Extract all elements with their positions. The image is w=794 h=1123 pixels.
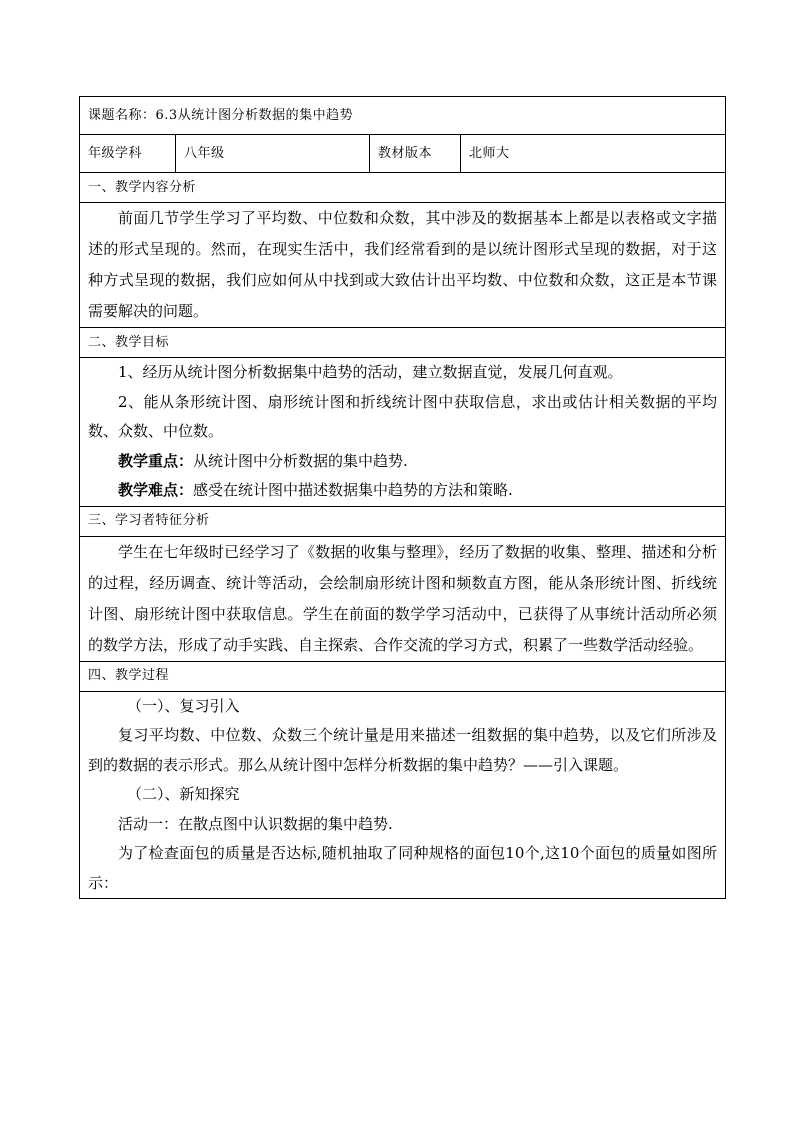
meta-row [80,135,726,173]
goals-body-row [80,358,726,507]
process-body-row [80,691,726,899]
process-heading-row [80,661,726,691]
content-heading: 一、教学内容分析 [80,173,726,203]
bread-example: 为了检查面包的质量是否达标,随机抽取了同种规格的面包10个,这10个面包的质量如图所示： [88,844,717,892]
lesson-title: 课题名称：6.3从统计图分析数据的集中趋势 [80,97,726,135]
grade-value: 八年级 [176,135,370,173]
lesson-plan-page [79,96,725,899]
learners-body-row [80,536,726,661]
lesson-plan-table [79,96,726,899]
learners-paragraph: 学生在七年级时已经学习了《数据的收集与整理》，经历了数据的收集、整理、描述和分析的过程，经历调查、统计等活动，会绘制扇形统计图和频数直方图，能从条形统计图、折线统计图、扇形统计图中获取信息。学生在前面的数学学习活动中，已获得了从事统计活动所必须的数学方法，形成了动手实践、自主探索、合作交流的学习方式，积累了一些数学活动经验。 [88,542,717,654]
content-heading-row [80,173,726,203]
content-paragraph: 前面几节学生学习了平均数、中位数和众数，其中涉及的数据基本上都是以表格或文字描述的形式呈现的。然而，在现实生活中，我们经常看到的是以统计图形式呈现的数据，对于这种方式呈现的数据，我们应如何从中找到或大致估计出平均数、中位数和众数，这正是本节课需要解决的问题。 [88,209,717,320]
difficulty-text: 感受在统计图中描述数据集中趋势的方法和策略. [193,481,513,499]
review-paragraph: 复习平均数、中位数、众数三个统计量是用来描述一组数据的集中趋势，以及它们所涉及到的数据的表示形式。那么从统计图中怎样分析数据的集中趋势？——引入课题。 [88,726,717,774]
learners-heading: 三、学习者特征分析 [80,506,726,536]
step-review-heading: （一）、复习引入 [127,696,240,715]
activity-1: 活动一：在散点图中认识数据的集中趋势. [118,814,393,833]
goals-heading: 二、教学目标 [80,328,726,358]
learners-heading-row [80,506,726,536]
key-point-text: 从统计图中分析数据的集中趋势. [193,451,408,470]
goal-1: 1、经历从统计图分析数据集中趋势的活动，建立数据直觉，发展几何直观。 [118,363,623,381]
difficulty-point [88,476,717,506]
difficulty-label: 教学难点： [118,481,194,499]
step-explore-heading: （二）、新知探究 [127,785,240,803]
key-point [88,447,717,477]
title-row [80,97,726,135]
goals-heading-row [80,328,726,358]
edition-label: 教材版本 [370,135,461,173]
process-heading: 四、教学过程 [80,661,726,691]
grade-label: 年级学科 [80,135,176,173]
key-point-label: 教学重点： [118,451,194,470]
content-body-row [80,203,726,328]
edition-value: 北师大 [461,135,726,173]
goal-2: 2、能从条形统计图、扇形统计图和折线统计图中获取信息，求出或估计相关数据的平均数、众数、中位数。 [88,392,717,440]
